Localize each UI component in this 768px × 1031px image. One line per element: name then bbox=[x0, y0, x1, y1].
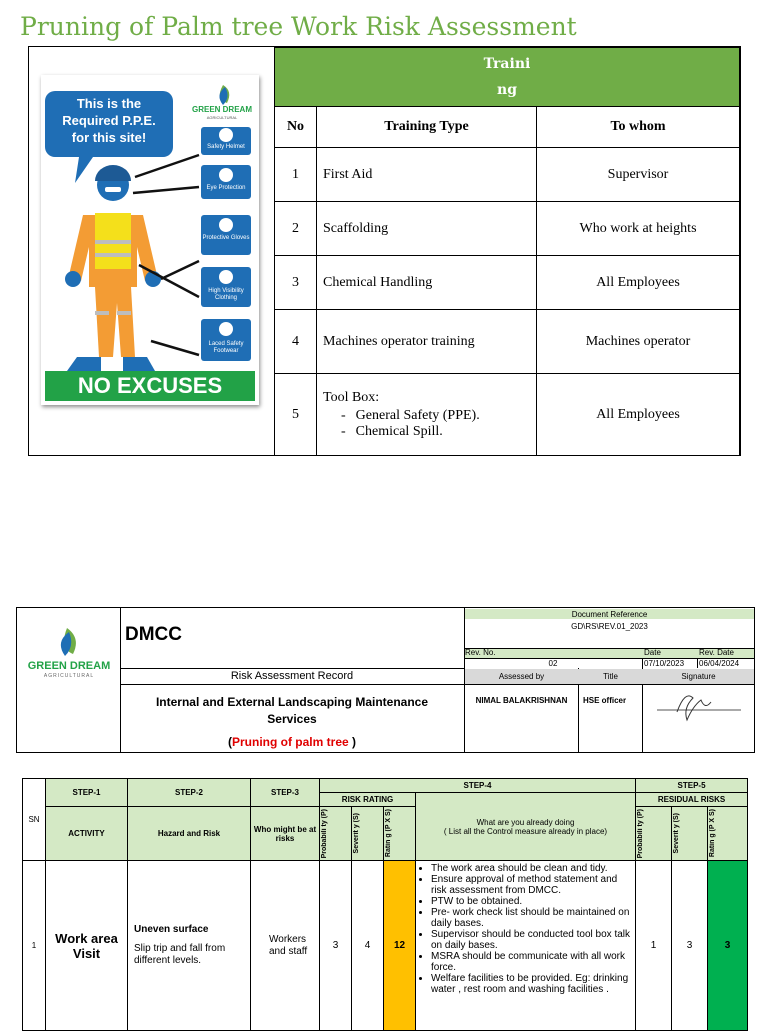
row-whom: Machines operator bbox=[537, 310, 740, 374]
step3-header: STEP-3 bbox=[251, 779, 320, 807]
risk-rating-header: RISK RATING bbox=[320, 793, 416, 807]
risk-table bbox=[22, 778, 748, 1031]
list-item: - Chemical Spill. bbox=[357, 424, 530, 440]
who-header: Who might be at risks bbox=[251, 807, 320, 861]
row-type: Chemical Handling bbox=[317, 256, 537, 310]
training-heading-line2: ng bbox=[497, 82, 517, 98]
table-row bbox=[275, 202, 740, 256]
prob-header: Probabili ty (P) bbox=[321, 808, 328, 859]
date-label: Date bbox=[644, 648, 661, 657]
record-title: Risk Assessment Record bbox=[230, 670, 354, 682]
rating-header: Ratin g (P X S) bbox=[385, 809, 392, 858]
row-type: Scaffolding bbox=[317, 202, 537, 256]
record-brand: GREEN DREAM bbox=[27, 660, 111, 672]
rev-no-value: 02 bbox=[548, 659, 558, 668]
step1-header: STEP-1 bbox=[46, 779, 128, 807]
row-no: 3 bbox=[275, 256, 317, 310]
doc-ref-label: Document Reference bbox=[571, 610, 648, 619]
record-header bbox=[16, 607, 755, 753]
row-res-s: 3 bbox=[672, 861, 708, 1031]
ppe-item-gloves: Protective Gloves bbox=[202, 235, 250, 241]
controls-sub: ( List all the Control measure already in place) bbox=[443, 826, 608, 836]
training-heading bbox=[275, 48, 740, 107]
row-whom: All Employees bbox=[537, 256, 740, 310]
service-title: Internal and External Landscaping Maintenance Services bbox=[155, 695, 429, 726]
ppe-item-footwear: Laced Safety Footwear bbox=[208, 341, 244, 354]
controls-header bbox=[416, 793, 636, 861]
row-no: 2 bbox=[275, 202, 317, 256]
training-heading-line1: Traini bbox=[483, 56, 531, 72]
row-res-p: 1 bbox=[636, 861, 672, 1031]
row-sn: 1 bbox=[23, 861, 46, 1031]
list-item: • Ensure approval of method statement and risk assessment from DMCC. bbox=[431, 874, 634, 896]
sev-header: Severit y (S) bbox=[353, 813, 360, 854]
table-row bbox=[275, 374, 740, 456]
row-type: First Aid bbox=[317, 148, 537, 202]
hazard-header: Hazard and Risk bbox=[128, 807, 251, 861]
list-item: • Supervisor should be conducted tool box talk on daily bases. bbox=[431, 929, 634, 951]
step4-header: STEP-4 bbox=[320, 779, 636, 793]
activity-header: ACTIVITY bbox=[46, 807, 128, 861]
activity-line bbox=[120, 735, 464, 749]
row-type bbox=[317, 374, 537, 456]
ppe-item-eye: Eye Protection bbox=[206, 185, 246, 191]
step2-header: STEP-2 bbox=[128, 779, 251, 807]
row-res-rating: 3 bbox=[708, 861, 748, 1031]
training-table bbox=[274, 47, 740, 456]
training-section bbox=[28, 46, 741, 456]
res-sev-header: Severit y (S) bbox=[673, 813, 681, 854]
ppe-item-helmet: Safety Helmet bbox=[207, 144, 245, 150]
signature-label: Signature bbox=[681, 672, 716, 681]
row-whom: Who work at heights bbox=[537, 202, 740, 256]
list-item: - General Safety (PPE). bbox=[357, 408, 530, 424]
controls-head: What are you already doing bbox=[476, 817, 575, 827]
res-prob-header: Probabili ty (P) bbox=[637, 808, 645, 859]
poster-brand: GREEN DREAM bbox=[191, 105, 252, 114]
page-title: Pruning of Palm tree Work Risk Assessment bbox=[20, 12, 577, 41]
ppe-poster bbox=[41, 75, 259, 405]
col-whom-header: To whom bbox=[537, 107, 740, 148]
toolbox-list bbox=[323, 408, 530, 440]
activity-open-paren: ( bbox=[227, 735, 232, 749]
hazard-title: Uneven surface bbox=[134, 924, 209, 935]
list-item: • PTW to be obtained. bbox=[431, 896, 634, 907]
rev-date-value: 06/04/2024 bbox=[699, 659, 740, 668]
company-name: DMCC bbox=[125, 624, 182, 645]
row-no: 5 bbox=[275, 374, 317, 456]
hazard-desc: Slip trip and fall from different levels. bbox=[134, 943, 226, 966]
table-row bbox=[23, 861, 748, 1031]
table-row bbox=[275, 148, 740, 202]
row-no: 1 bbox=[275, 148, 317, 202]
assessed-by-label: Assessed by bbox=[498, 672, 545, 681]
green-dream-logo-icon bbox=[47, 626, 87, 660]
controls-list bbox=[417, 863, 634, 995]
row-hazard bbox=[128, 861, 251, 1031]
list-item: • Pre- work check list should be maintained on daily bases. bbox=[431, 907, 634, 929]
row-p: 3 bbox=[320, 861, 352, 1031]
activity-name: Pruning of palm tree bbox=[231, 735, 349, 749]
sn-header: SN bbox=[23, 779, 46, 861]
rev-date-label: Rev. Date bbox=[699, 648, 734, 657]
list-item: • Welfare facilities to be provided. Eg: drinking water , rest room and washing facilities . bbox=[431, 973, 634, 995]
toolbox-label: Tool Box: bbox=[323, 389, 380, 405]
residual-header: RESIDUAL RISKS bbox=[636, 793, 748, 807]
assessor-title: HSE officer bbox=[583, 696, 627, 705]
row-type: Machines operator training bbox=[317, 310, 537, 374]
list-item: • The work area should be clean and tidy. bbox=[431, 863, 634, 874]
list-item: • MSRA should be communicate with all work force. bbox=[431, 951, 634, 973]
activity-close-paren: ) bbox=[348, 735, 357, 749]
col-no-header: No bbox=[275, 107, 317, 148]
ppe-headline: This is the Required P.P.E. for this site! bbox=[62, 96, 156, 145]
title-label: Title bbox=[603, 672, 618, 681]
row-s: 4 bbox=[352, 861, 384, 1031]
rev-no-label: Rev. No. bbox=[465, 648, 496, 657]
poster-brand-sub: AGRICULTURAL bbox=[206, 115, 238, 120]
row-who: Workers and staff bbox=[251, 861, 320, 1031]
col-type-header: Training Type bbox=[317, 107, 537, 148]
table-row bbox=[275, 310, 740, 374]
date-value: 07/10/2023 bbox=[644, 659, 685, 668]
ppe-item-hivis: High Visibility Clothing bbox=[208, 288, 244, 301]
step5-header: STEP-5 bbox=[636, 779, 748, 793]
signature-icon bbox=[653, 688, 747, 724]
row-activity: Work area Visit bbox=[46, 861, 128, 1031]
row-whom: Supervisor bbox=[537, 148, 740, 202]
row-rating: 12 bbox=[384, 861, 416, 1031]
row-controls bbox=[416, 861, 636, 1031]
doc-ref-value: GD\RS\REV.01_2023 bbox=[571, 622, 648, 631]
row-whom: All Employees bbox=[537, 374, 740, 456]
assessor-name: NIMAL BALAKRISHNAN bbox=[475, 696, 568, 705]
record-brand-sub: AGRICULTURAL bbox=[43, 673, 95, 679]
res-rating-header: Ratin g (P X S) bbox=[709, 809, 717, 858]
ppe-footer: NO EXCUSES bbox=[77, 373, 223, 398]
row-no: 4 bbox=[275, 310, 317, 374]
table-row bbox=[275, 256, 740, 310]
